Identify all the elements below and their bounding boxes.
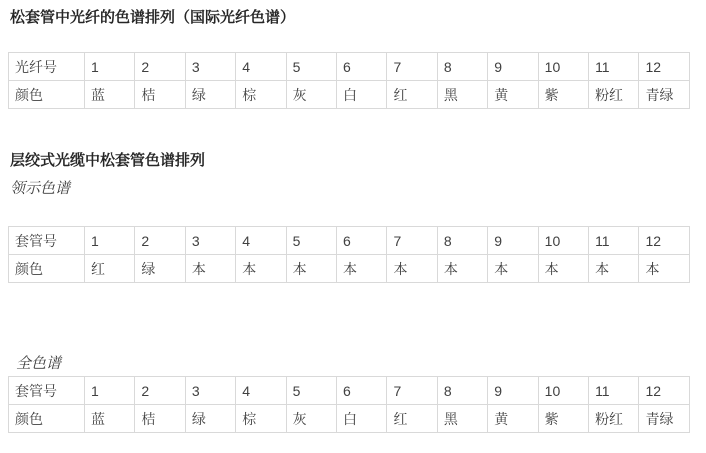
table-cell: 6	[337, 377, 387, 405]
table-cell: 棕	[236, 405, 286, 433]
table-cell: 6	[337, 53, 387, 81]
table-cell: 灰	[286, 405, 336, 433]
table-cell: 8	[437, 227, 487, 255]
table-cell: 本	[337, 255, 387, 283]
table-cell: 黑	[437, 81, 487, 109]
row-label: 颜色	[9, 81, 85, 109]
fiber-number-row	[9, 53, 690, 81]
table-cell: 蓝	[85, 405, 135, 433]
section2-subtitle: 领示色谱	[10, 180, 71, 197]
table-cell: 青绿	[639, 405, 690, 433]
table-cell: 红	[85, 255, 135, 283]
fiber-color-table	[8, 52, 690, 109]
table-cell: 12	[639, 53, 690, 81]
table-cell: 绿	[135, 255, 185, 283]
table-cell: 7	[387, 53, 437, 81]
table-cell: 3	[185, 53, 235, 81]
table-cell: 6	[337, 227, 387, 255]
tube-number-row	[9, 227, 690, 255]
table-cell: 12	[639, 377, 690, 405]
table-cell: 青绿	[639, 81, 690, 109]
table-cell: 1	[85, 377, 135, 405]
table-cell: 桔	[135, 405, 185, 433]
table-cell: 紫	[538, 81, 588, 109]
table-cell: 9	[488, 377, 538, 405]
row-label: 套管号	[9, 227, 85, 255]
table-cell: 11	[589, 227, 639, 255]
table-cell: 红	[387, 405, 437, 433]
table-cell: 10	[538, 377, 588, 405]
table-cell: 本	[185, 255, 235, 283]
tube-number-row	[9, 377, 690, 405]
table-cell: 11	[589, 377, 639, 405]
table-cell: 绿	[185, 81, 235, 109]
table-cell: 10	[538, 53, 588, 81]
table-cell: 本	[236, 255, 286, 283]
table-cell: 白	[337, 405, 387, 433]
table-cell: 本	[639, 255, 690, 283]
table-cell: 8	[437, 53, 487, 81]
row-label: 光纤号	[9, 53, 85, 81]
section2-title: 层绞式光缆中松套管色谱排列	[10, 152, 206, 169]
table-cell: 5	[286, 227, 336, 255]
row-label: 颜色	[9, 255, 85, 283]
table-cell: 棕	[236, 81, 286, 109]
table-cell: 12	[639, 227, 690, 255]
row-label: 套管号	[9, 377, 85, 405]
table-cell: 黄	[488, 405, 538, 433]
table-cell: 9	[488, 227, 538, 255]
table-cell: 7	[387, 377, 437, 405]
table-cell: 本	[488, 255, 538, 283]
table-cell: 2	[135, 53, 185, 81]
table-cell: 蓝	[85, 81, 135, 109]
table-cell: 粉红	[589, 81, 639, 109]
table-cell: 2	[135, 227, 185, 255]
table-cell: 7	[387, 227, 437, 255]
table-cell: 黄	[488, 81, 538, 109]
table-cell: 本	[538, 255, 588, 283]
table-cell: 1	[85, 227, 135, 255]
table-cell: 粉红	[589, 405, 639, 433]
table-cell: 11	[589, 53, 639, 81]
section3-subtitle: 全色谱	[16, 355, 62, 372]
table-cell: 本	[437, 255, 487, 283]
table-cell: 绿	[185, 405, 235, 433]
table-cell: 9	[488, 53, 538, 81]
table-cell: 桔	[135, 81, 185, 109]
fiber-color-row	[9, 81, 690, 109]
table-cell: 3	[185, 377, 235, 405]
table-cell: 本	[589, 255, 639, 283]
table-cell: 1	[85, 53, 135, 81]
table-cell: 3	[185, 227, 235, 255]
table-cell: 8	[437, 377, 487, 405]
table-cell: 本	[387, 255, 437, 283]
row-label: 颜色	[9, 405, 85, 433]
table-cell: 4	[236, 53, 286, 81]
table-cell: 2	[135, 377, 185, 405]
table-cell: 本	[286, 255, 336, 283]
table-cell: 10	[538, 227, 588, 255]
table-cell: 5	[286, 53, 336, 81]
table-cell: 5	[286, 377, 336, 405]
table-cell: 4	[236, 377, 286, 405]
tube-color-row	[9, 405, 690, 433]
table-cell: 黑	[437, 405, 487, 433]
pilot-tube-color-table	[8, 226, 690, 283]
table-cell: 4	[236, 227, 286, 255]
table-cell: 白	[337, 81, 387, 109]
table-cell: 灰	[286, 81, 336, 109]
tube-color-row	[9, 255, 690, 283]
table-cell: 红	[387, 81, 437, 109]
table-cell: 紫	[538, 405, 588, 433]
section1-title: 松套管中光纤的色谱排列（国际光纤色谱）	[10, 9, 296, 26]
full-tube-color-table	[8, 376, 690, 433]
